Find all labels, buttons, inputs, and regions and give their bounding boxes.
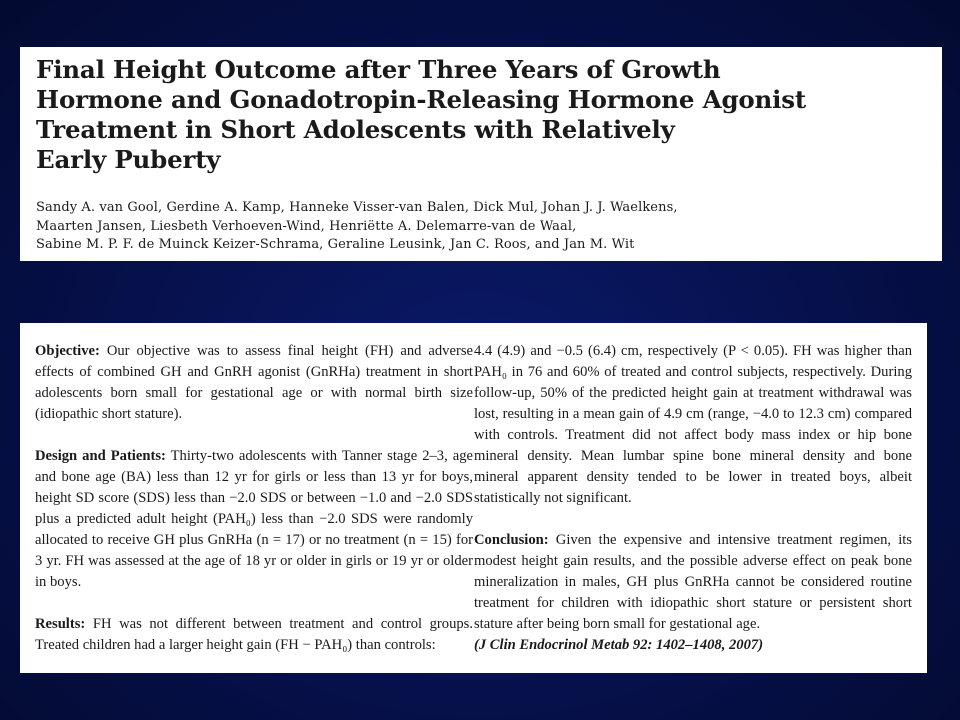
design-text: Thirty-two adolescents with Tanner stage 2–3, age and bone age (BA) less than 12 yr for girls or less than 13 yr for boys, height SD score (SDS) less than −2.0 SDS or between −1.0 and −2.0 SDS plus a predicted adult height (PAH₀) less than −2.0 SDS were randomly allocated to receive GH plus GnRHa (n = 17) or no treatment (n = 15) for 3 yr. FH was assessed at the age of 18 yr or older in girls or 19 yr or older in boys. <box>35 448 474 590</box>
author-line: Sandy A. van Gool, Gerdine A. Kamp, Hanneke Visser-van Balen, Dick Mul, Johan J. J. Waelkens, <box>36 200 678 215</box>
citation: (J Clin Endocrinol Metab 92: 1402–1408, 2007) <box>474 637 764 653</box>
title-line: Early Puberty <box>36 145 221 174</box>
title-line: Hormone and Gonadotropin-Releasing Hormone Agonist <box>36 85 806 114</box>
results-continued-section <box>474 341 912 509</box>
objective-label: Objective: <box>35 343 100 359</box>
results-label: Results: <box>35 616 86 632</box>
paper-title <box>36 55 926 175</box>
title-panel <box>20 47 942 261</box>
title-line: Treatment in Short Adolescents with Relatively <box>36 115 675 144</box>
conclusion-text: Given the expensive and intensive treatment regimen, its modest height gain results, and the possible adverse effect on peak bone mineralization in males, GH plus GnRHa cannot be considered routine treatment for children with idiopathic short stature or persistent short stature after being born small for gestational age. <box>474 532 912 632</box>
design-section <box>35 446 473 593</box>
results-text-part2: 4.4 (4.9) and −0.5 (6.4) cm, respectively (P < 0.05). FH was higher than PAH₀ in 76 and 60% of treated and control subjects, respectively. During follow-up, 50% of the predicted height gain at treatment withdrawal was lost, resulting in a mean gain of 4.9 cm (range, −4.0 to 12.3 cm) compared with controls. Treatment did not affect body mass index or hip bone mineral density. Mean lumbar spine bone mineral density and bone mineral apparent density tended to be lower in treated boys, albeit statistically not significant. <box>474 343 912 506</box>
results-text-part1: FH was not different between treatment and control groups. Treated children had a larger height gain (FH − PAH₀) than controls: <box>35 616 474 653</box>
abstract-left-column <box>35 341 473 677</box>
abstract-right-column <box>474 341 912 677</box>
objective-text: Our objective was to assess final height (FH) and adverse effects of combined GH and GnRH agonist (GnRHa) treatment in short adolescents born small for gestational age or with normal birth size (idiopathic short stature). <box>35 343 473 422</box>
author-line: Maarten Jansen, Liesbeth Verhoeven-Wind, Henriëtte A. Delemarre-van de Waal, <box>36 218 577 234</box>
title-line: Final Height Outcome after Three Years of Growth <box>36 55 721 84</box>
abstract-panel <box>20 323 927 673</box>
author-list <box>36 199 926 255</box>
author-line: Sabine M. P. F. de Muinck Keizer-Schrama, Geraline Leusink, Jan C. Roos, and Jan M. Wit <box>36 237 635 252</box>
design-label: Design and Patients: <box>35 448 166 464</box>
results-section <box>35 614 473 656</box>
objective-section <box>35 341 473 425</box>
conclusion-section <box>474 530 912 635</box>
conclusion-label: Conclusion: <box>474 532 549 548</box>
